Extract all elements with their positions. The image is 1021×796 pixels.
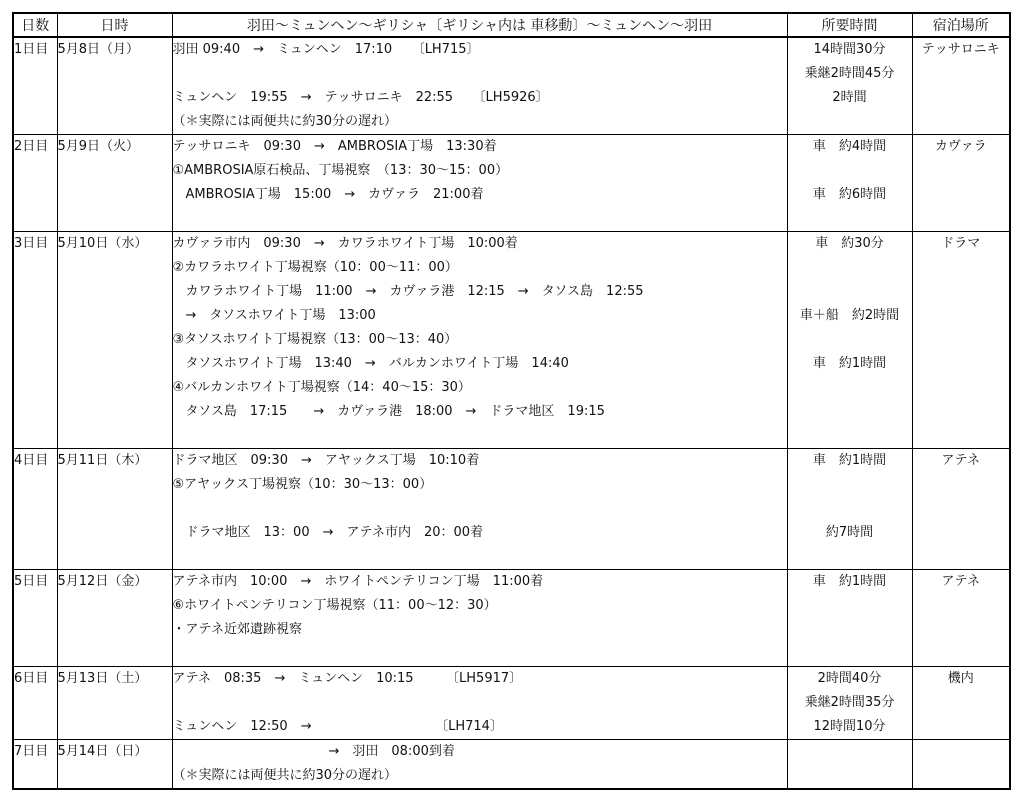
schedule-line: ・アテネ近郊遺跡視察 [172, 622, 302, 637]
duration-line [788, 376, 912, 400]
day-cell [13, 449, 57, 570]
duration-line [788, 400, 912, 424]
schedule-line: アテネ 08:35 → ミュンヘン 10:15 〔LH5917〕 [172, 671, 523, 686]
day-row [13, 740, 1010, 790]
date-cell [57, 135, 172, 232]
schedule-line [173, 424, 787, 448]
schedule-cell [172, 37, 787, 135]
duration-line [788, 424, 912, 448]
day-label: 3日目 [14, 236, 49, 251]
schedule-line: ドラマ地区 09:30 → アヤックス丁場 10:10着 [172, 453, 480, 468]
duration-line: 車 約1時間 [812, 574, 887, 589]
schedule-cell [172, 570, 787, 667]
day-cell [13, 232, 57, 449]
stay-label: ドラマ [941, 236, 981, 251]
duration-line [788, 256, 912, 280]
duration-line: 12時間10分 [813, 719, 886, 734]
date-cell [57, 37, 172, 135]
header-row [13, 13, 1010, 37]
header-route: 羽田～ミュンヘン～ギリシャ〔ギリシャ内は 車移動〕～ミュンヘン～羽田 [172, 13, 787, 37]
day-label: 5日目 [14, 574, 49, 589]
schedule-line: ミュンヘン 19:55 → テッサロニキ 22:55 〔LH5926〕 [172, 90, 549, 105]
duration-line [788, 280, 912, 304]
day-cell [13, 37, 57, 135]
duration-line: 車＋船 約2時間 [799, 308, 900, 323]
schedule-cell [172, 232, 787, 449]
schedule-line: タソスホワイト丁場 13:40 → バルカンホワイト丁場 14:40 [172, 356, 569, 371]
duration-line [788, 764, 912, 788]
stay-label: テッサロニキ [921, 42, 1000, 57]
day-row [13, 667, 1010, 740]
duration-line [788, 110, 912, 134]
duration-cell [787, 135, 912, 232]
duration-line: 車 約30分 [815, 236, 884, 251]
schedule-line: ②カワラホワイト丁場視察（10：00～11：00） [172, 260, 458, 275]
schedule-line: AMBROSIA丁場 15:00 → カヴァラ 21:00着 [172, 187, 484, 202]
stay-cell [912, 570, 1010, 667]
header-stay: 宿泊場所 [912, 13, 1010, 37]
duration-line: 約7時間 [825, 525, 874, 540]
duration-line: 14時間30分 [813, 42, 886, 57]
duration-line [788, 473, 912, 497]
stay-cell [912, 740, 1010, 790]
day-cell [13, 740, 57, 790]
schedule-line: ④バルカンホワイト丁場視察（14：40～15：30） [172, 380, 471, 395]
schedule-line [173, 497, 787, 521]
duration-line [788, 545, 912, 569]
stay-label: 機内 [947, 671, 974, 686]
date-cell [57, 667, 172, 740]
duration-line [788, 642, 912, 666]
schedule-line: テッサロニキ 09:30 → AMBROSIA丁場 13:30着 [172, 139, 497, 154]
header-day: 日数 [13, 13, 57, 37]
header-duration: 所要時間 [787, 13, 912, 37]
day-row [13, 232, 1010, 449]
duration-line [788, 594, 912, 618]
duration-line: 車 約6時間 [812, 187, 887, 202]
itinerary-document [12, 12, 1009, 783]
date-cell [57, 232, 172, 449]
duration-line: 2時間 [832, 90, 867, 105]
schedule-line [173, 207, 787, 231]
duration-line: 車 約4時間 [812, 139, 887, 154]
schedule-line: ①AMBROSIA原石検品、丁場視察 （13：30～15：00） [172, 163, 509, 178]
day-row [13, 570, 1010, 667]
duration-cell [787, 232, 912, 449]
schedule-line: 羽田 09:40 → ミュンヘン 17:10 〔LH715〕 [172, 42, 480, 57]
schedule-cell [172, 135, 787, 232]
duration-line [788, 740, 912, 764]
schedule-line [173, 642, 787, 666]
date-cell [57, 740, 172, 790]
duration-cell [787, 37, 912, 135]
schedule-line: ③タソスホワイト丁場視察（13：00～13：40） [172, 332, 458, 347]
duration-line [788, 618, 912, 642]
stay-label: アテネ [941, 453, 980, 468]
schedule-line: ドラマ地区 13：00 → アテネ市内 20：00着 [172, 525, 484, 540]
schedule-line: カヴァラ市内 09:30 → カワラホワイト丁場 10:00着 [172, 236, 518, 251]
stay-cell [912, 667, 1010, 740]
day-row [13, 449, 1010, 570]
stay-cell [912, 232, 1010, 449]
day-label: 2日目 [14, 139, 49, 154]
day-cell [13, 667, 57, 740]
date-label: 5月8日（月） [57, 42, 140, 57]
schedule-cell [172, 449, 787, 570]
duration-cell [787, 570, 912, 667]
day-row [13, 37, 1010, 135]
duration-cell [787, 740, 912, 790]
day-label: 6日目 [14, 671, 49, 686]
schedule-line: アテネ市内 10:00 → ホワイトペンテリコン丁場 11:00着 [172, 574, 544, 589]
day-row [13, 135, 1010, 232]
date-cell [57, 449, 172, 570]
schedule-line: （＊実際には両便共に約30分の遅れ） [172, 114, 398, 129]
date-label: 5月14日（日） [57, 744, 148, 759]
schedule-line: → 羽田 08:00到着 [172, 744, 455, 759]
duration-cell [787, 667, 912, 740]
day-label: 4日目 [14, 453, 49, 468]
duration-line: 乗継2時間35分 [804, 695, 895, 710]
day-label: 7日目 [14, 744, 49, 759]
date-label: 5月11日（木） [57, 453, 148, 468]
day-cell [13, 570, 57, 667]
schedule-line: ⑥ホワイトペンテリコン丁場視察（11：00～12：30） [172, 598, 497, 613]
schedule-line: → タソスホワイト丁場 13:00 [172, 308, 376, 323]
schedule-line [173, 545, 787, 569]
duration-line: 乗継2時間45分 [804, 66, 895, 81]
stay-label [913, 740, 1010, 764]
schedule-line [173, 691, 787, 715]
duration-line: 2時間40分 [817, 671, 882, 686]
date-label: 5月10日（水） [57, 236, 148, 251]
day-label: 1日目 [14, 42, 49, 57]
date-label: 5月13日（土） [57, 671, 148, 686]
schedule-line: ミュンヘン 12:50 → 〔LH714〕 [172, 719, 503, 734]
duration-line [788, 159, 912, 183]
day-cell [13, 135, 57, 232]
schedule-line: ⑤アヤックス丁場視察（10：30～13：00） [172, 477, 433, 492]
duration-line [788, 497, 912, 521]
stay-cell [912, 37, 1010, 135]
date-cell [57, 570, 172, 667]
duration-line: 車 約1時間 [812, 356, 887, 371]
stay-cell [912, 449, 1010, 570]
itinerary-table [12, 12, 1011, 790]
schedule-line [173, 62, 787, 86]
date-label: 5月9日（火） [57, 139, 140, 154]
duration-line: 車 約1時間 [812, 453, 887, 468]
stay-label: アテネ [941, 574, 980, 589]
schedule-cell [172, 667, 787, 740]
duration-line [788, 207, 912, 231]
duration-cell [787, 449, 912, 570]
schedule-line: （＊実際には両便共に約30分の遅れ） [172, 768, 398, 783]
schedule-cell [172, 740, 787, 790]
schedule-line: カワラホワイト丁場 11:00 → カヴァラ港 12:15 → タソス島 12:55 [172, 284, 644, 299]
date-label: 5月12日（金） [57, 574, 148, 589]
header-date: 日時 [57, 13, 172, 37]
stay-cell [912, 135, 1010, 232]
stay-label: カヴァラ [934, 139, 987, 154]
duration-line [788, 328, 912, 352]
schedule-line: タソス島 17:15 → カヴァラ港 18:00 → ドラマ地区 19:15 [172, 404, 605, 419]
